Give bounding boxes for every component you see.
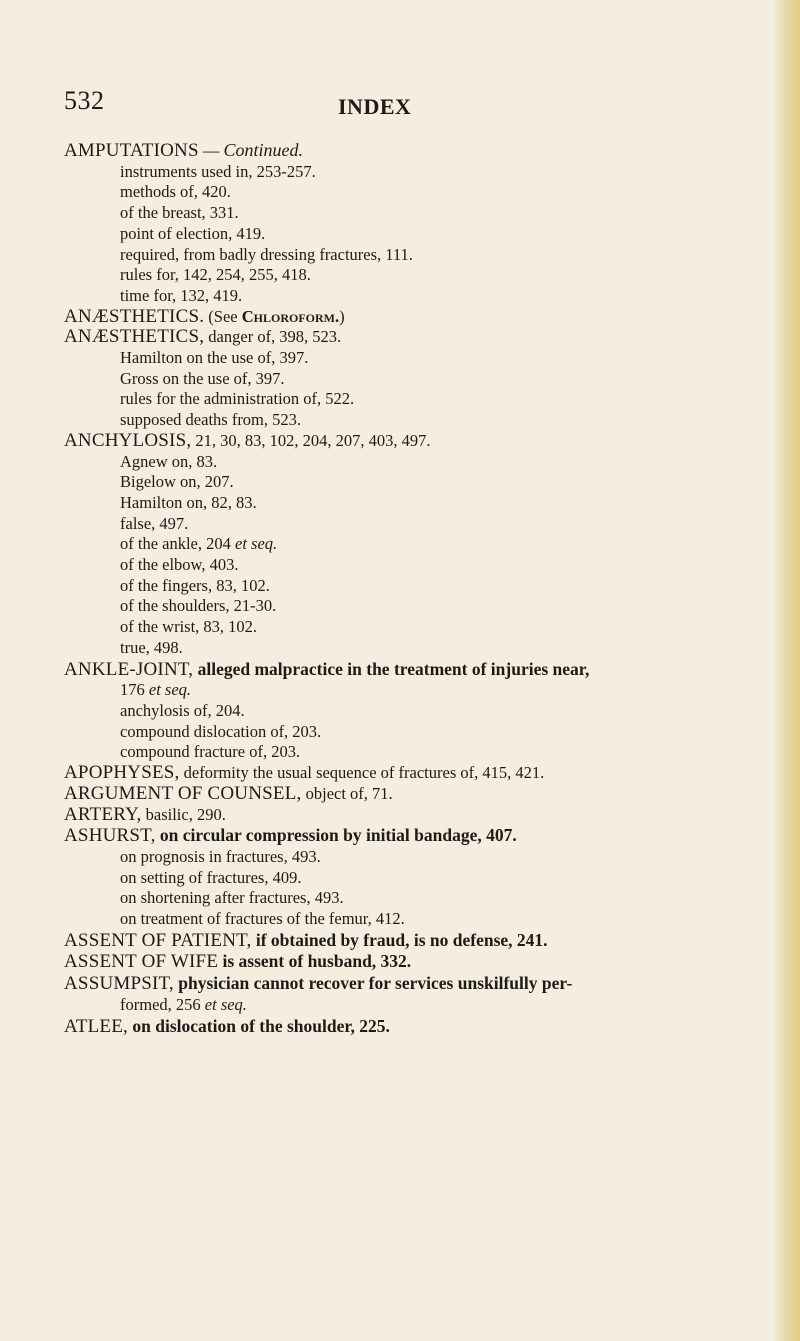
entry-text: danger of, 398, 523.: [204, 327, 342, 347]
entry-artery: [64, 805, 784, 826]
subentry: compound fracture of, 203.: [120, 742, 301, 762]
continuation-italic: et seq.: [148, 680, 192, 700]
subentry: of the elbow, 403.: [120, 555, 239, 575]
subentry: Agnew on, 83.: [120, 451, 218, 471]
subentry: on shortening after fractures, 493.: [120, 888, 344, 908]
entry-heading-line: [64, 805, 784, 826]
entry-heading: AMPUTATIONS: [64, 140, 199, 161]
entry-text: physician cannot recover for services unskilfully per-: [173, 973, 573, 994]
entry-heading: ATLEE,: [64, 1015, 128, 1037]
entry-heading-line: [64, 140, 784, 162]
entry-heading-line: [64, 659, 784, 681]
page-header: [64, 86, 784, 126]
subentry: compound dislocation of, 203.: [120, 721, 322, 741]
entry-heading-line: [64, 951, 784, 973]
subentry: on treatment of fractures of the femur, 412.: [120, 909, 405, 929]
continued-label: Continued.: [223, 140, 303, 160]
entry-text: (See: [204, 306, 242, 326]
entry-assent-of-wife: [64, 951, 784, 973]
subentry: instruments used in, 253-257.: [120, 161, 316, 181]
entry-heading: ASSUMPSIT,: [64, 973, 174, 995]
subentry: Bigelow on, 207.: [120, 472, 234, 492]
entry-heading: APOPHYSES,: [64, 762, 180, 784]
entry-heading-line: [64, 763, 784, 784]
entry-text: 21, 30, 83, 102, 204, 207, 403, 497.: [191, 430, 431, 450]
subentry: of the fingers, 83, 102.: [120, 575, 270, 595]
subentry: on prognosis in fractures, 493.: [120, 846, 321, 866]
entry-text: is assent of husband, 332.: [218, 951, 412, 972]
entry-assumpsit: [64, 973, 784, 1015]
page-number: 532: [64, 86, 105, 115]
entry-anaesthetics: [64, 327, 784, 431]
entry-heading-line: [64, 784, 784, 805]
subentry: anchylosis of, 204.: [120, 700, 245, 720]
entry-continuation: [64, 995, 784, 1016]
subentry: [64, 534, 784, 555]
entry-heading: ANÆSTHETICS.: [64, 305, 205, 327]
entry-text: if obtained by fraud, is no defense, 241.: [251, 929, 548, 950]
entry-apophyses: [64, 763, 784, 784]
entry-anaesthetics-crossref: [64, 307, 784, 328]
subentry: rules for, 142, 254, 255, 418.: [120, 265, 311, 285]
entry-heading: ASHURST,: [64, 825, 156, 847]
subentry: of the shoulders, 21-30.: [120, 596, 277, 616]
continuation-italic: et seq.: [204, 994, 247, 1014]
subentry: on setting of fractures, 409.: [120, 867, 302, 887]
entry-heading-line: [64, 431, 784, 452]
subentry: Hamilton on the use of, 397.: [120, 348, 309, 368]
entry-ashurst: [64, 825, 784, 930]
entry-heading-line: [64, 930, 784, 952]
entry-text-end: ): [339, 306, 345, 326]
subentry: methods of, 420.: [120, 182, 231, 202]
subentry: true, 498.: [120, 637, 183, 657]
subentry: of the breast, 331.: [120, 203, 239, 223]
entry-text: on circular compression by initial bandage, 407.: [155, 825, 517, 846]
subentry: time for, 132, 419.: [120, 285, 243, 305]
entry-text: on dislocation of the shoulder, 225.: [128, 1015, 390, 1036]
entry-heading-line: [64, 973, 784, 995]
entry-heading-line: [64, 1016, 784, 1038]
entry-heading-line: [64, 327, 784, 348]
index-entries: [64, 140, 784, 1037]
subentry-text: of the ankle, 204: [120, 534, 236, 554]
subentry: required, from badly dressing fractures, 111.: [120, 244, 413, 264]
entry-anchylosis: [64, 431, 784, 659]
entry-heading-line: [64, 825, 784, 847]
subentry-italic: et seq.: [235, 534, 278, 554]
cross-reference: Chloroform.: [241, 306, 340, 326]
subentry: point of election, 419.: [120, 223, 266, 243]
entry-heading: ANÆSTHETICS,: [64, 326, 205, 348]
entry-heading: ARTERY,: [64, 803, 142, 825]
running-head: INDEX: [338, 94, 412, 119]
entry-heading-line: [64, 307, 784, 328]
entry-heading: ASSENT OF PATIENT,: [64, 929, 252, 951]
entry-ankle-joint: [64, 659, 784, 764]
entry-text: basilic, 290.: [141, 804, 226, 824]
subentry: Gross on the use of, 397.: [120, 368, 285, 388]
entry-continuation: [64, 680, 784, 701]
subentry: false, 497.: [120, 513, 189, 533]
subentry: supposed deaths from, 523.: [120, 410, 302, 430]
entry-heading: ANCHYLOSIS,: [64, 429, 192, 451]
entry-argument-of-counsel: [64, 784, 784, 805]
subentry: Hamilton on, 82, 83.: [120, 492, 257, 512]
entry-text: object of, 71.: [301, 783, 393, 803]
continuation-text: 176: [120, 680, 149, 700]
subentry: rules for the administration of, 522.: [120, 389, 355, 409]
heading-dash: —: [198, 141, 224, 160]
entry-atlee: [64, 1016, 784, 1038]
entry-heading: ARGUMENT OF COUNSEL,: [64, 782, 302, 804]
entry-amputations: [64, 140, 784, 307]
continuation-text: formed, 256: [120, 994, 205, 1014]
entry-heading: ANKLE-JOINT,: [64, 658, 194, 680]
entry-heading: ASSENT OF WIFE: [64, 951, 219, 973]
subentry: of the wrist, 83, 102.: [120, 617, 258, 637]
entry-text: deformity the usual sequence of fractures of, 415, 421.: [179, 763, 545, 783]
entry-text: alleged malpractice in the treatment of injuries near,: [193, 658, 590, 679]
entry-assent-of-patient: [64, 930, 784, 952]
